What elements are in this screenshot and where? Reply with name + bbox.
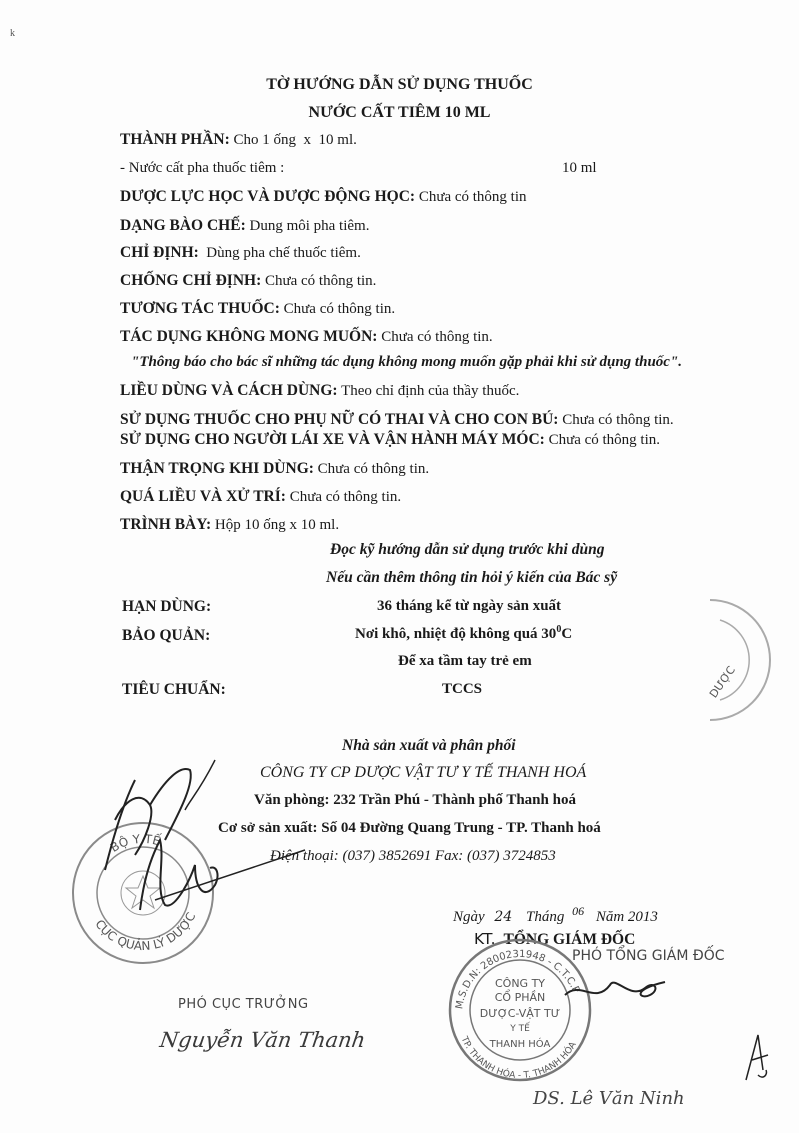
margin-mark: k [10, 28, 15, 39]
section-line [120, 411, 674, 429]
ministry-stamp-bottom: CỤC QUẢN LÝ DƯỢC [92, 910, 199, 954]
ministry-stamp-top: BỘ Y TẾ [107, 831, 162, 855]
section-label: SỬ DỤNG THUỐC CHO PHỤ NỮ CÓ THAI VÀ CHO CON BÚ: [120, 411, 559, 428]
director-prefix: KT. [474, 930, 496, 948]
section-value: - Nước cất pha thuốc tiêm : [120, 160, 285, 176]
date-month-label: Tháng [526, 909, 565, 925]
read-instructions: Đọc kỹ hướng dẫn sử dụng trước khi dùng [330, 541, 605, 558]
partial-stamp-text: DƯỢC [706, 663, 738, 701]
storage-value: Nơi khô, nhiệt độ không quá $30^0C$ [355, 624, 573, 642]
section-label: TRÌNH BÀY: [120, 516, 212, 533]
date-year: Năm 2013 [595, 909, 658, 925]
consult-doctor: Nếu cần thêm thông tin hỏi ý kiến của Bác sỹ [326, 569, 618, 586]
partial-stamp-right [690, 595, 780, 725]
section-value: Dùng pha chế thuốc tiêm. [198, 245, 361, 261]
section-line [120, 431, 660, 449]
initial-mark [738, 1030, 778, 1085]
water-amount: 10 ml [562, 160, 597, 176]
section-line [120, 160, 284, 177]
company-stamp-line3: DƯỢC-VẬT TƯ [479, 1007, 561, 1020]
section-line [120, 488, 401, 506]
section-label: DẠNG BÀO CHẾ: [120, 217, 246, 234]
signature-director [560, 970, 670, 1010]
section-label: QUÁ LIỀU VÀ XỬ TRÍ: [120, 488, 286, 505]
section-label: DƯỢC LỰC HỌC VÀ DƯỢC ĐỘNG HỌC: [120, 188, 416, 205]
section-label: LIỀU DÙNG VÀ CÁCH DÙNG: [120, 382, 338, 399]
section-line [120, 217, 369, 235]
section-value: Cho 1 ống x 10 ml. [229, 132, 357, 148]
section-label: THẬN TRỌNG KHI DÙNG: [120, 460, 314, 477]
section-value: Chưa có thông tin. [313, 461, 430, 477]
section-label: TÁC DỤNG KHÔNG MONG MUỐN: [120, 328, 378, 345]
section-value: Theo chỉ định của thầy thuốc. [337, 383, 520, 399]
company-stamp-line4: Y TẾ [510, 1024, 530, 1034]
section-value: Chưa có thông tin. [558, 412, 674, 428]
date-day: 24 [494, 909, 513, 925]
shelf-life-value: 36 tháng kể từ ngày sản xuất [377, 598, 562, 614]
company-stamp-line2: CỔ PHẦN [494, 991, 546, 1004]
office-address: Văn phòng: 232 Trần Phú - Thành phố Thanh hoá [254, 792, 576, 808]
section-line [120, 300, 395, 318]
deputy-head-title: PHÓ CỤC TRƯỞNG [178, 997, 309, 1012]
section-value: Chưa có thông tin. [279, 301, 396, 317]
adverse-effect-notice: "Thông báo cho bác sĩ những tác dụng không mong muốn gặp phải khi sử dụng thuốc". [131, 354, 683, 370]
date-month: 06 [572, 904, 585, 918]
section-value: Chưa có thông tin. [285, 489, 402, 505]
signature-left [95, 760, 325, 930]
company-stamp-line1: CÔNG TY [494, 977, 546, 990]
company-stamp [445, 935, 595, 1085]
section-label: TƯƠNG TÁC THUỐC: [120, 300, 280, 317]
company-stamp-line5: THANH HÓA [489, 1039, 551, 1050]
section-label: CHỈ ĐỊNH: [120, 244, 199, 261]
section-line [120, 516, 339, 534]
issue-date [453, 904, 658, 926]
section-value: Chưa có thông tin. [377, 329, 493, 345]
director-title: KT. TỔNG GIÁM ĐỐC [474, 930, 636, 948]
section-value: Hộp 10 ống x 10 ml. [211, 517, 340, 533]
children-warning: Để xa tầm tay trẻ em [398, 653, 532, 669]
deputy-head-name: Nguyễn Văn Thanh [158, 1028, 368, 1052]
section-line [120, 382, 519, 400]
signatory-name: DS. Lê Văn Ninh [533, 1088, 685, 1109]
section-line [120, 272, 376, 290]
section-line [120, 460, 429, 478]
section-label: THÀNH PHẦN: [120, 131, 230, 148]
contact-info: Điện thoại: (037) 3852691 Fax: (037) 3724853 [270, 848, 556, 864]
shelf-life-label: HẠN DÙNG: [122, 598, 212, 615]
product-name: NƯỚC CẤT TIÊM 10 ML [308, 104, 491, 121]
section-value: Chưa có thông tin [415, 189, 527, 205]
section-label: CHỐNG CHỈ ĐỊNH: [120, 272, 262, 289]
document-title: TỜ HƯỚNG DẪN SỬ DỤNG THUỐC [266, 76, 533, 93]
section-line [120, 328, 493, 346]
company-name: CÔNG TY CP DƯỢC VẬT TƯ Y TẾ THANH HOÁ [260, 764, 587, 781]
standard-label: TIÊU CHUẨN: [122, 681, 226, 698]
company-stamp-ring: M.S.D.N: 2800231948 - C.T.C.P [454, 948, 582, 1011]
section-value: Chưa có thông tin. [261, 273, 377, 289]
deputy-director-title: PHÓ TỔNG GIÁM ĐỐC [572, 948, 725, 964]
storage-label: BẢO QUẢN: [122, 627, 211, 644]
section-line [120, 244, 361, 262]
standard-value: TCCS [442, 681, 483, 697]
section-value: Dung môi pha tiêm. [245, 218, 370, 234]
section-line [120, 188, 527, 206]
section-label: SỬ DỤNG CHO NGƯỜI LÁI XE VÀ VẬN HÀNH MÁY MÓC: [120, 431, 545, 448]
date-prefix: Ngày [453, 909, 485, 925]
manufacturer-heading: Nhà sản xuất và phân phối [342, 737, 516, 754]
section-value: Chưa có thông tin. [544, 432, 661, 448]
section-line [120, 131, 357, 149]
company-stamp-bottom: TP. THANH HÓA - T. THANH HÓA [458, 1035, 579, 1082]
factory-address: Cơ sở sản xuất: Số 04 Đường Quang Trung - TP. Thanh hoá [218, 820, 601, 836]
